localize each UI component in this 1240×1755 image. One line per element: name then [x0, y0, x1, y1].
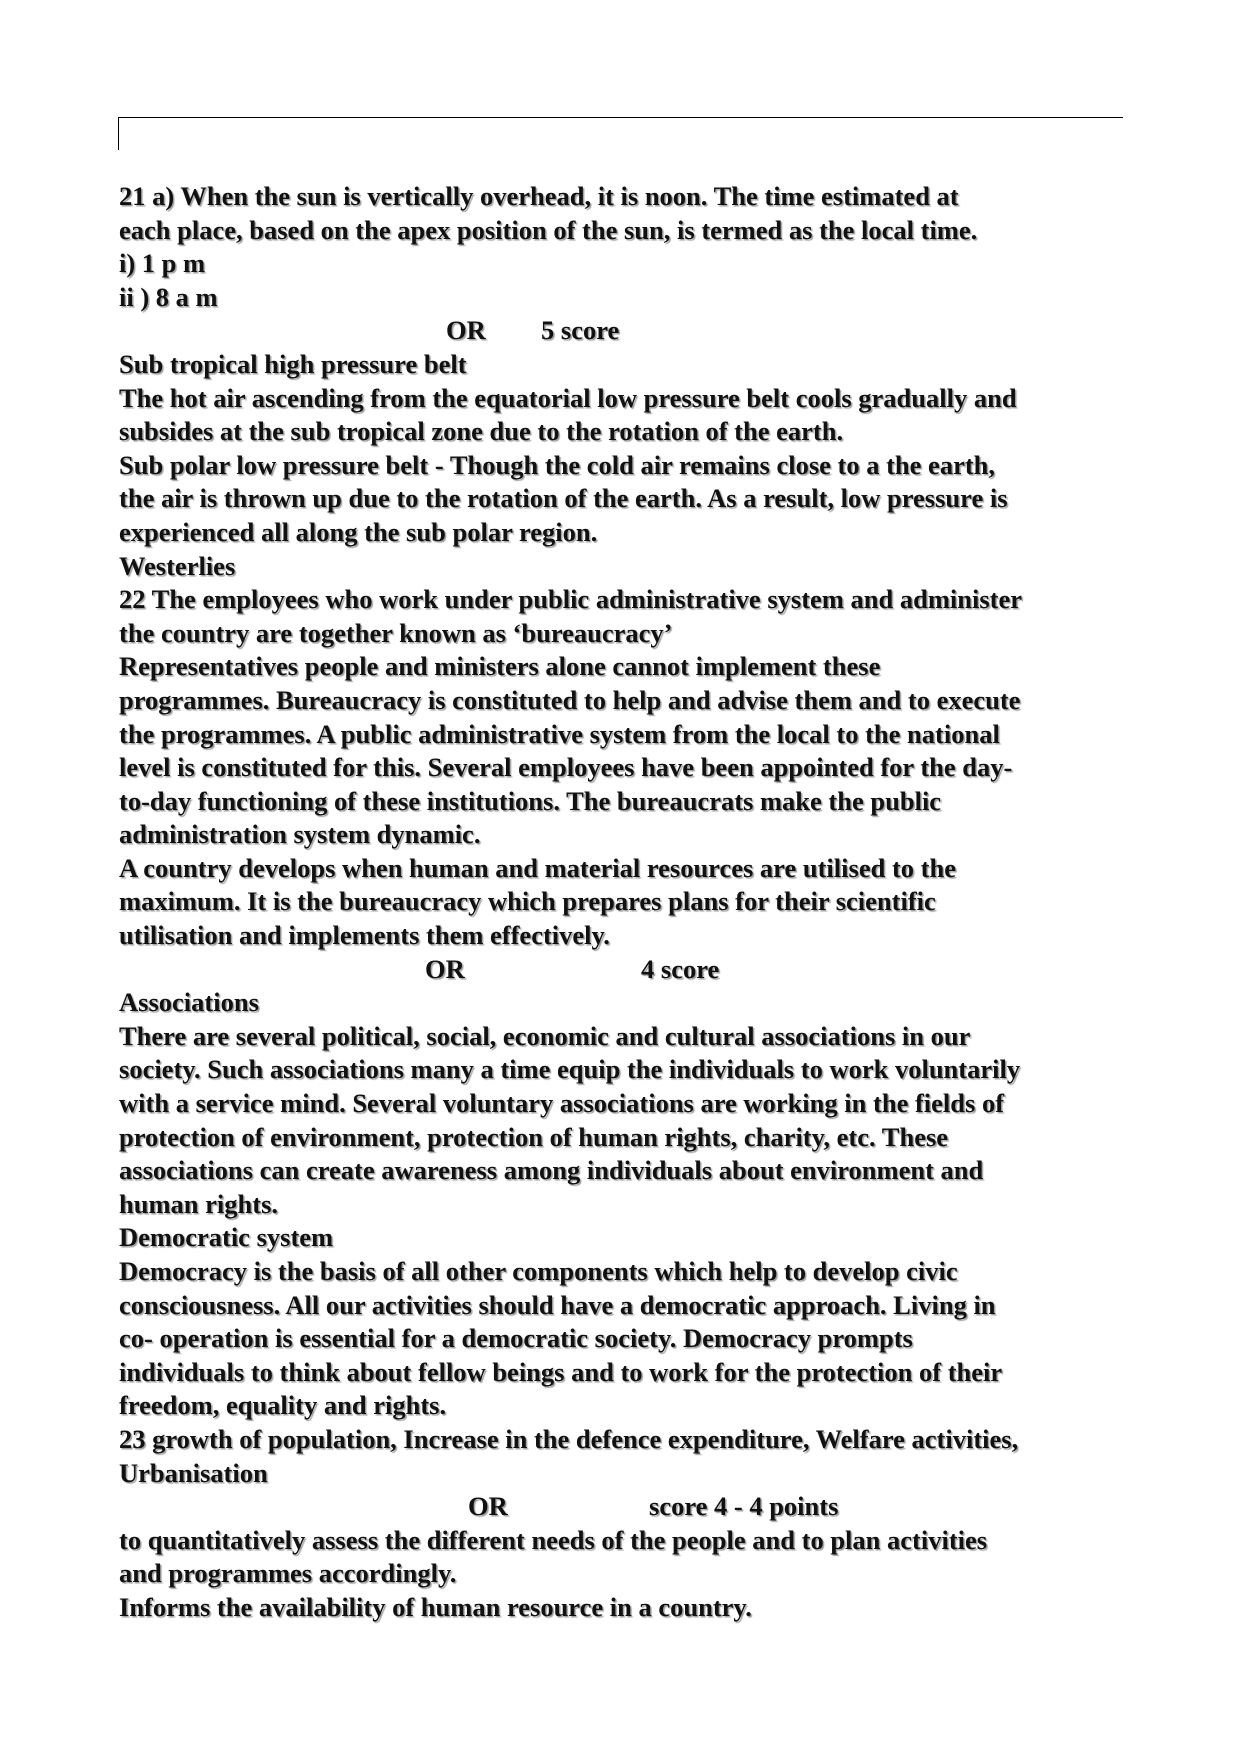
text-line: 23 growth of population, Increase in the defence expenditure, Welfare activities, — [119, 1423, 1019, 1454]
text-line: experienced all along the sub polar region. — [119, 516, 598, 547]
text-line: society. Such associations many a time equip the individuals to work voluntarily — [119, 1054, 1021, 1085]
text-line: Informs the availability of human resource in a country. — [119, 1591, 752, 1622]
text-line: the country are together known as ‘bureaucracy’ — [119, 617, 673, 648]
text-line: protection of environment, protection of human rights, charity, etc. These — [119, 1121, 949, 1152]
text-line: Democratic system — [119, 1222, 334, 1253]
text-line: A country develops when human and material resources are utilised to the — [119, 852, 956, 883]
text-line: to quantitatively assess the different needs of the people and to plan activities — [119, 1524, 988, 1555]
score-label: score 4 - 4 points — [649, 1491, 839, 1522]
or-score-row — [119, 953, 1129, 987]
text-line: human rights. — [119, 1188, 279, 1219]
or-label: OR — [425, 953, 465, 984]
text-line: each place, based on the apex position of the sun, is termed as the local time. — [119, 214, 978, 245]
text-line: Sub tropical high pressure belt — [119, 348, 467, 379]
or-label: OR — [446, 315, 486, 346]
text-line: 21 a) When the sun is vertically overhead, it is noon. The time estimated at — [119, 181, 959, 211]
text-line: and programmes accordingly. — [119, 1558, 457, 1589]
or-score-row — [119, 1490, 1129, 1524]
text-line: Westerlies — [119, 550, 236, 581]
or-label: OR — [468, 1491, 508, 1522]
text-line: associations can create awareness among individuals about environment and — [119, 1155, 984, 1186]
text-line: Representatives people and ministers alone cannot implement these — [119, 651, 881, 682]
text-line: to-day functioning of these institutions. The bureaucrats make the public — [119, 785, 942, 816]
text-line: There are several political, social, economic and cultural associations in our — [119, 1020, 971, 1051]
or-score-row — [119, 314, 1129, 348]
answer-key-text — [119, 180, 1129, 1625]
text-line: individuals to think about fellow beings and to work for the protection of their — [119, 1356, 1003, 1387]
text-line: co- operation is essential for a democratic society. Democracy prompts — [119, 1323, 913, 1354]
text-line: subsides at the sub tropical zone due to the rotation of the earth. — [119, 416, 844, 447]
text-line: Sub polar low pressure belt - Though the cold air remains close to a the earth, — [119, 449, 996, 480]
text-line: programmes. Bureaucracy is constituted to help and advise them and to execute — [119, 684, 1021, 715]
text-line: The hot air ascending from the equatorial low pressure belt cools gradually and — [119, 382, 1017, 413]
text-line: utilisation and implements them effectively. — [119, 920, 610, 951]
text-line: the programmes. A public administrative system from the local to the national — [119, 718, 1000, 749]
text-line: the air is thrown up due to the rotation of the earth. As a result, low pressure is — [119, 483, 1008, 514]
text-line: level is constituted for this. Several employees have been appointed for the day- — [119, 752, 1013, 783]
text-line: 22 The employees who work under public administrative system and administer — [119, 584, 1023, 615]
text-line: freedom, equality and rights. — [119, 1390, 447, 1421]
text-line: Associations — [119, 987, 259, 1018]
score-label: 5 score — [541, 315, 620, 346]
text-line: consciousness. All our activities should have a democratic approach. Living in — [119, 1289, 996, 1320]
score-label: 4 score — [641, 953, 720, 984]
page-corner-mark-left — [118, 117, 119, 150]
text-line: Democracy is the basis of all other components which help to develop civic — [119, 1256, 958, 1286]
text-line: i) 1 p m — [119, 248, 206, 279]
text-line: with a service mind. Several voluntary associations are working in the fields of — [119, 1088, 1005, 1119]
text-line: administration system dynamic. — [119, 819, 481, 850]
page-corner-mark-top — [118, 117, 1123, 118]
text-line: ii ) 8 a m — [119, 281, 218, 312]
text-line: Urbanisation — [119, 1457, 268, 1488]
text-line: maximum. It is the bureaucracy which prepares plans for their scientific — [119, 886, 936, 917]
